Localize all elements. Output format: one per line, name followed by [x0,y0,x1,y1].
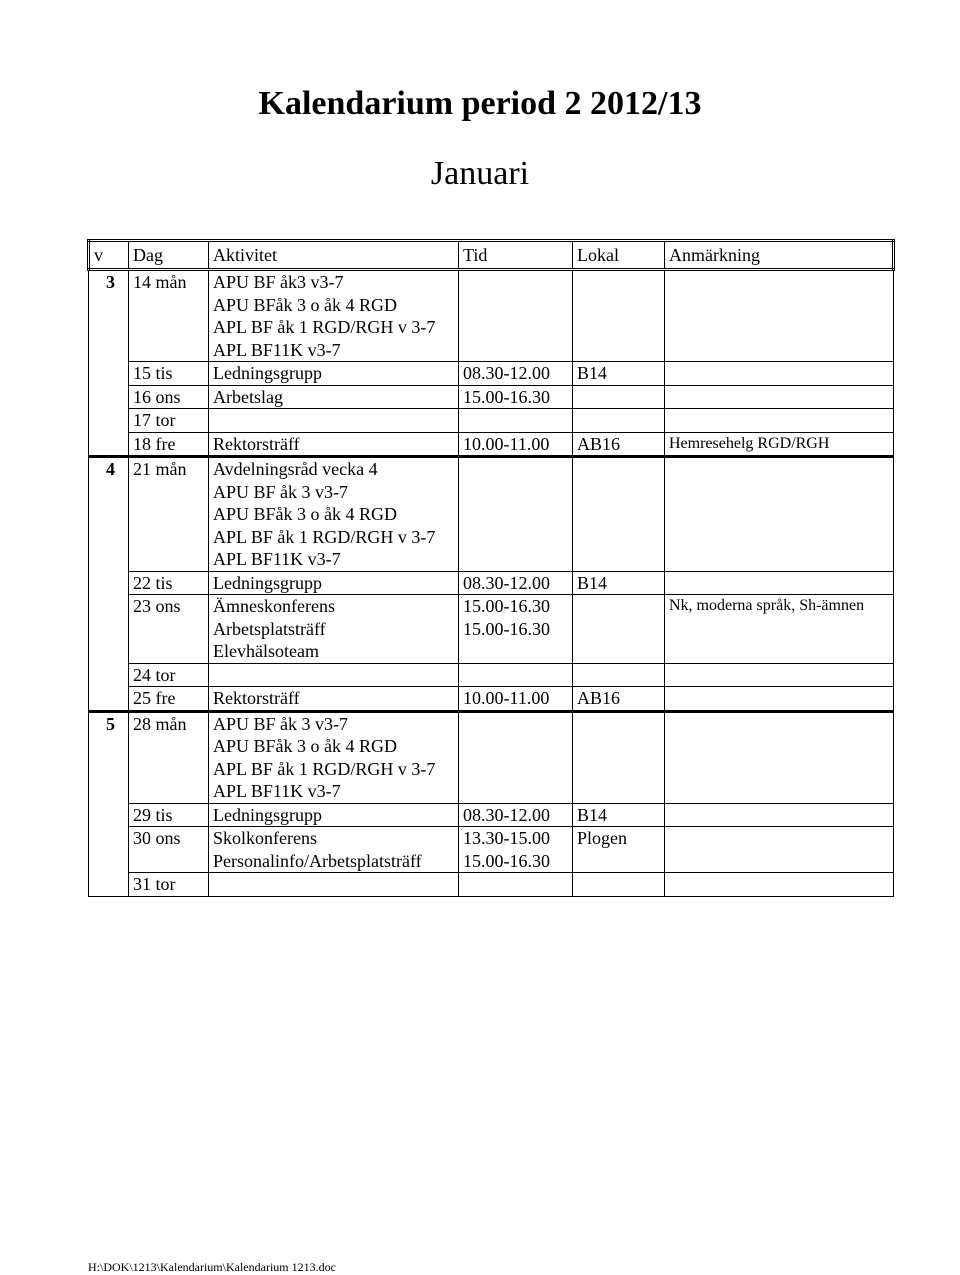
time-cell [459,270,573,362]
room-cell [573,385,665,409]
day-row [89,595,894,664]
activity-line: Ledningsgrupp [213,363,322,383]
activity-cell [209,711,459,803]
remark-cell [665,687,894,712]
activity-line: Elevhälsoteam [213,641,319,661]
remark-cell [665,270,894,362]
room-line: AB16 [577,688,621,708]
remark-cell [665,409,894,433]
room-cell [573,873,665,897]
room-line: B14 [577,804,608,825]
day-row [89,803,894,827]
room-cell [573,457,665,572]
time-line: 15.00-16.30 [463,618,550,639]
day-row [89,270,894,362]
time-cell [459,571,573,595]
remark-line: Hemresehelg RGD/RGH [669,434,830,452]
room-cell [573,571,665,595]
day-cell: 15 tis [129,362,209,386]
activity-line: APL BF åk 1 RGD/RGH v 3-7 [213,317,436,337]
activity-line: APU BF åk3 v3-7 [213,272,344,292]
header-day: Dag [129,241,209,270]
room-line: B14 [577,363,608,383]
remark-cell [665,432,894,457]
header-row [89,241,894,270]
day-cell: 29 tis [129,803,209,827]
time-cell [459,595,573,664]
day-cell: 21 mån [129,457,209,572]
header-week: v [89,241,129,270]
activity-line: Ledningsgrupp [213,572,322,593]
day-cell: 14 mån [129,270,209,362]
room-line: Plogen [577,828,628,848]
day-row [89,409,894,433]
header-remark: Anmärkning [665,241,894,270]
time-line: 10.00-11.00 [463,433,550,454]
time-line: 15.00-16.30 [463,850,550,871]
time-cell [459,827,573,873]
time-cell [459,362,573,386]
activity-line: Ledningsgrupp [213,804,322,825]
remark-cell [665,571,894,595]
activity-line: APU BF åk 3 v3-7 [213,481,349,502]
time-cell [459,873,573,897]
day-cell: 31 tor [129,873,209,897]
time-cell [459,687,573,712]
activity-cell [209,571,459,595]
activity-line: APL BF11K v3-7 [213,339,341,360]
day-row [89,687,894,712]
time-line: 15.00-16.30 [463,596,550,616]
activity-cell [209,409,459,433]
time-line: 15.00-16.30 [463,386,550,407]
activity-cell [209,803,459,827]
activity-cell [209,385,459,409]
day-cell: 22 tis [129,571,209,595]
activity-line: APL BF åk 1 RGD/RGH v 3-7 [213,526,436,547]
activity-line: APL BF åk 1 RGD/RGH v 3-7 [213,758,436,779]
day-row [89,385,894,409]
room-cell [573,711,665,803]
room-line: AB16 [577,433,621,454]
room-line: B14 [577,572,608,593]
calendar-table [87,239,895,897]
time-line: 10.00-11.00 [463,688,550,708]
room-cell [573,432,665,457]
header-time: Tid [459,241,573,270]
remark-cell [665,827,894,873]
room-cell [573,687,665,712]
header-room: Lokal [573,241,665,270]
activity-line: Arbetslag [213,386,283,407]
day-cell: 25 fre [129,687,209,712]
month-heading: Januari [430,155,530,192]
room-cell [573,362,665,386]
remark-cell [665,711,894,803]
time-line: 13.30-15.00 [463,828,550,848]
time-line: 08.30-12.00 [463,363,550,383]
room-cell [573,803,665,827]
week-number: 5 [89,711,129,896]
remark-cell [665,385,894,409]
activity-line: APU BF åk 3 v3-7 [213,713,349,734]
room-cell [573,663,665,687]
room-cell [573,827,665,873]
time-cell [459,432,573,457]
activity-line: APU BFåk 3 o åk 4 RGD [213,294,398,315]
week-number: 3 [89,270,129,457]
activity-cell [209,595,459,664]
day-row [89,432,894,457]
day-row [89,827,894,873]
activity-line: APU BFåk 3 o åk 4 RGD [213,736,398,756]
activity-line: Skolkonferens [213,828,317,848]
day-cell: 30 ons [129,827,209,873]
activity-line: Personalinfo/Arbetsplatsträff [213,850,422,871]
activity-cell [209,827,459,873]
activity-cell [209,457,459,572]
day-cell: 28 mån [129,711,209,803]
day-row [89,663,894,687]
activity-cell [209,663,459,687]
day-cell: 16 ons [129,385,209,409]
remark-cell [665,803,894,827]
activity-cell [209,873,459,897]
day-cell: 17 tor [129,409,209,433]
activity-cell [209,687,459,712]
time-cell [459,663,573,687]
remark-line: Nk, moderna språk, Sh-ämnen [669,597,865,614]
activity-line: APL BF11K v3-7 [213,549,341,569]
activity-line: Avdelningsråd vecka 4 [213,459,378,479]
activity-line: Rektorsträff [213,688,300,708]
activity-line: Ämneskonferens [213,596,335,616]
activity-line: APU BFåk 3 o åk 4 RGD [213,504,398,524]
remark-cell [665,873,894,897]
time-cell [459,803,573,827]
activity-line: Rektorsträff [213,433,300,454]
time-line: 08.30-12.00 [463,804,550,825]
activity-cell [209,362,459,386]
time-cell [459,711,573,803]
room-cell [573,595,665,664]
week-number: 4 [89,457,129,712]
day-cell: 18 fre [129,432,209,457]
day-cell: 23 ons [129,595,209,664]
activity-cell [209,270,459,362]
day-row [89,571,894,595]
room-cell [573,270,665,362]
remark-cell [665,595,894,664]
day-row [89,873,894,897]
activity-cell [209,432,459,457]
day-cell: 24 tor [129,663,209,687]
remark-cell [665,457,894,572]
header-activity: Aktivitet [209,241,459,270]
remark-cell [665,663,894,687]
activity-line: APL BF11K v3-7 [213,781,341,801]
page-title: Kalendarium period 2 2012/13 [258,85,702,122]
day-row [89,457,894,572]
day-row [89,711,894,803]
activity-line: Arbetsplatsträff [213,618,326,639]
remark-cell [665,362,894,386]
room-cell [573,409,665,433]
time-cell [459,409,573,433]
day-row [89,362,894,386]
time-cell [459,457,573,572]
file-path-footer: H:\DOK\1213\Kalendarium\Kalendarium 1213.doc [88,1260,336,1274]
time-cell [459,385,573,409]
time-line: 08.30-12.00 [463,572,550,593]
